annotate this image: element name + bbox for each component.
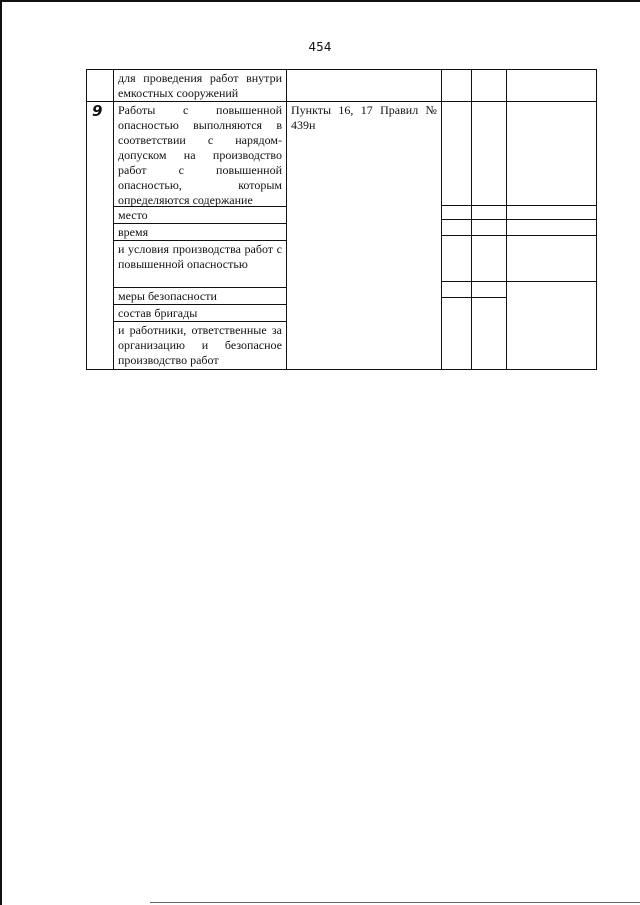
requirement-subitem: и условия производства работ с повышенной опасностью bbox=[114, 240, 286, 287]
answer-yes-cell bbox=[442, 70, 472, 102]
table-row bbox=[87, 102, 597, 370]
note-cell bbox=[507, 102, 597, 370]
row-number-cell bbox=[87, 102, 114, 370]
requirements-table bbox=[86, 69, 597, 370]
requirement-subitem: меры безопасности bbox=[114, 287, 286, 304]
requirement-subitem: и работники, ответственные за организацию и безопасное производство работ bbox=[114, 321, 286, 369]
requirement-cell bbox=[114, 70, 287, 102]
answer-no-cell bbox=[472, 70, 507, 102]
page-bottom-edge bbox=[150, 902, 640, 903]
requirement-text: для проведения работ внутри емкостных сооружений bbox=[118, 71, 282, 100]
requirement-subitem: время bbox=[114, 223, 286, 240]
requirement-subitem: место bbox=[114, 206, 286, 223]
table-row bbox=[87, 70, 597, 102]
reference-cell bbox=[287, 102, 442, 370]
reference-text: Пункты 16, 17 Правил № 439н bbox=[291, 103, 437, 132]
page-number: 454 bbox=[308, 40, 332, 54]
answer-no-cell bbox=[472, 102, 507, 370]
row-number-cell bbox=[87, 70, 114, 102]
reference-cell bbox=[287, 70, 442, 102]
requirement-subitem: состав бригады bbox=[114, 304, 286, 321]
note-cell bbox=[507, 70, 597, 102]
requirement-cell bbox=[114, 102, 287, 370]
answer-yes-cell bbox=[442, 102, 472, 370]
requirement-text: Работы с повышенной опасностью выполняются в соответствии с нарядом-допуском на производство работ с повышенной опасностью, которым определяются содержание bbox=[118, 103, 282, 207]
row-number: 9 bbox=[92, 102, 103, 120]
